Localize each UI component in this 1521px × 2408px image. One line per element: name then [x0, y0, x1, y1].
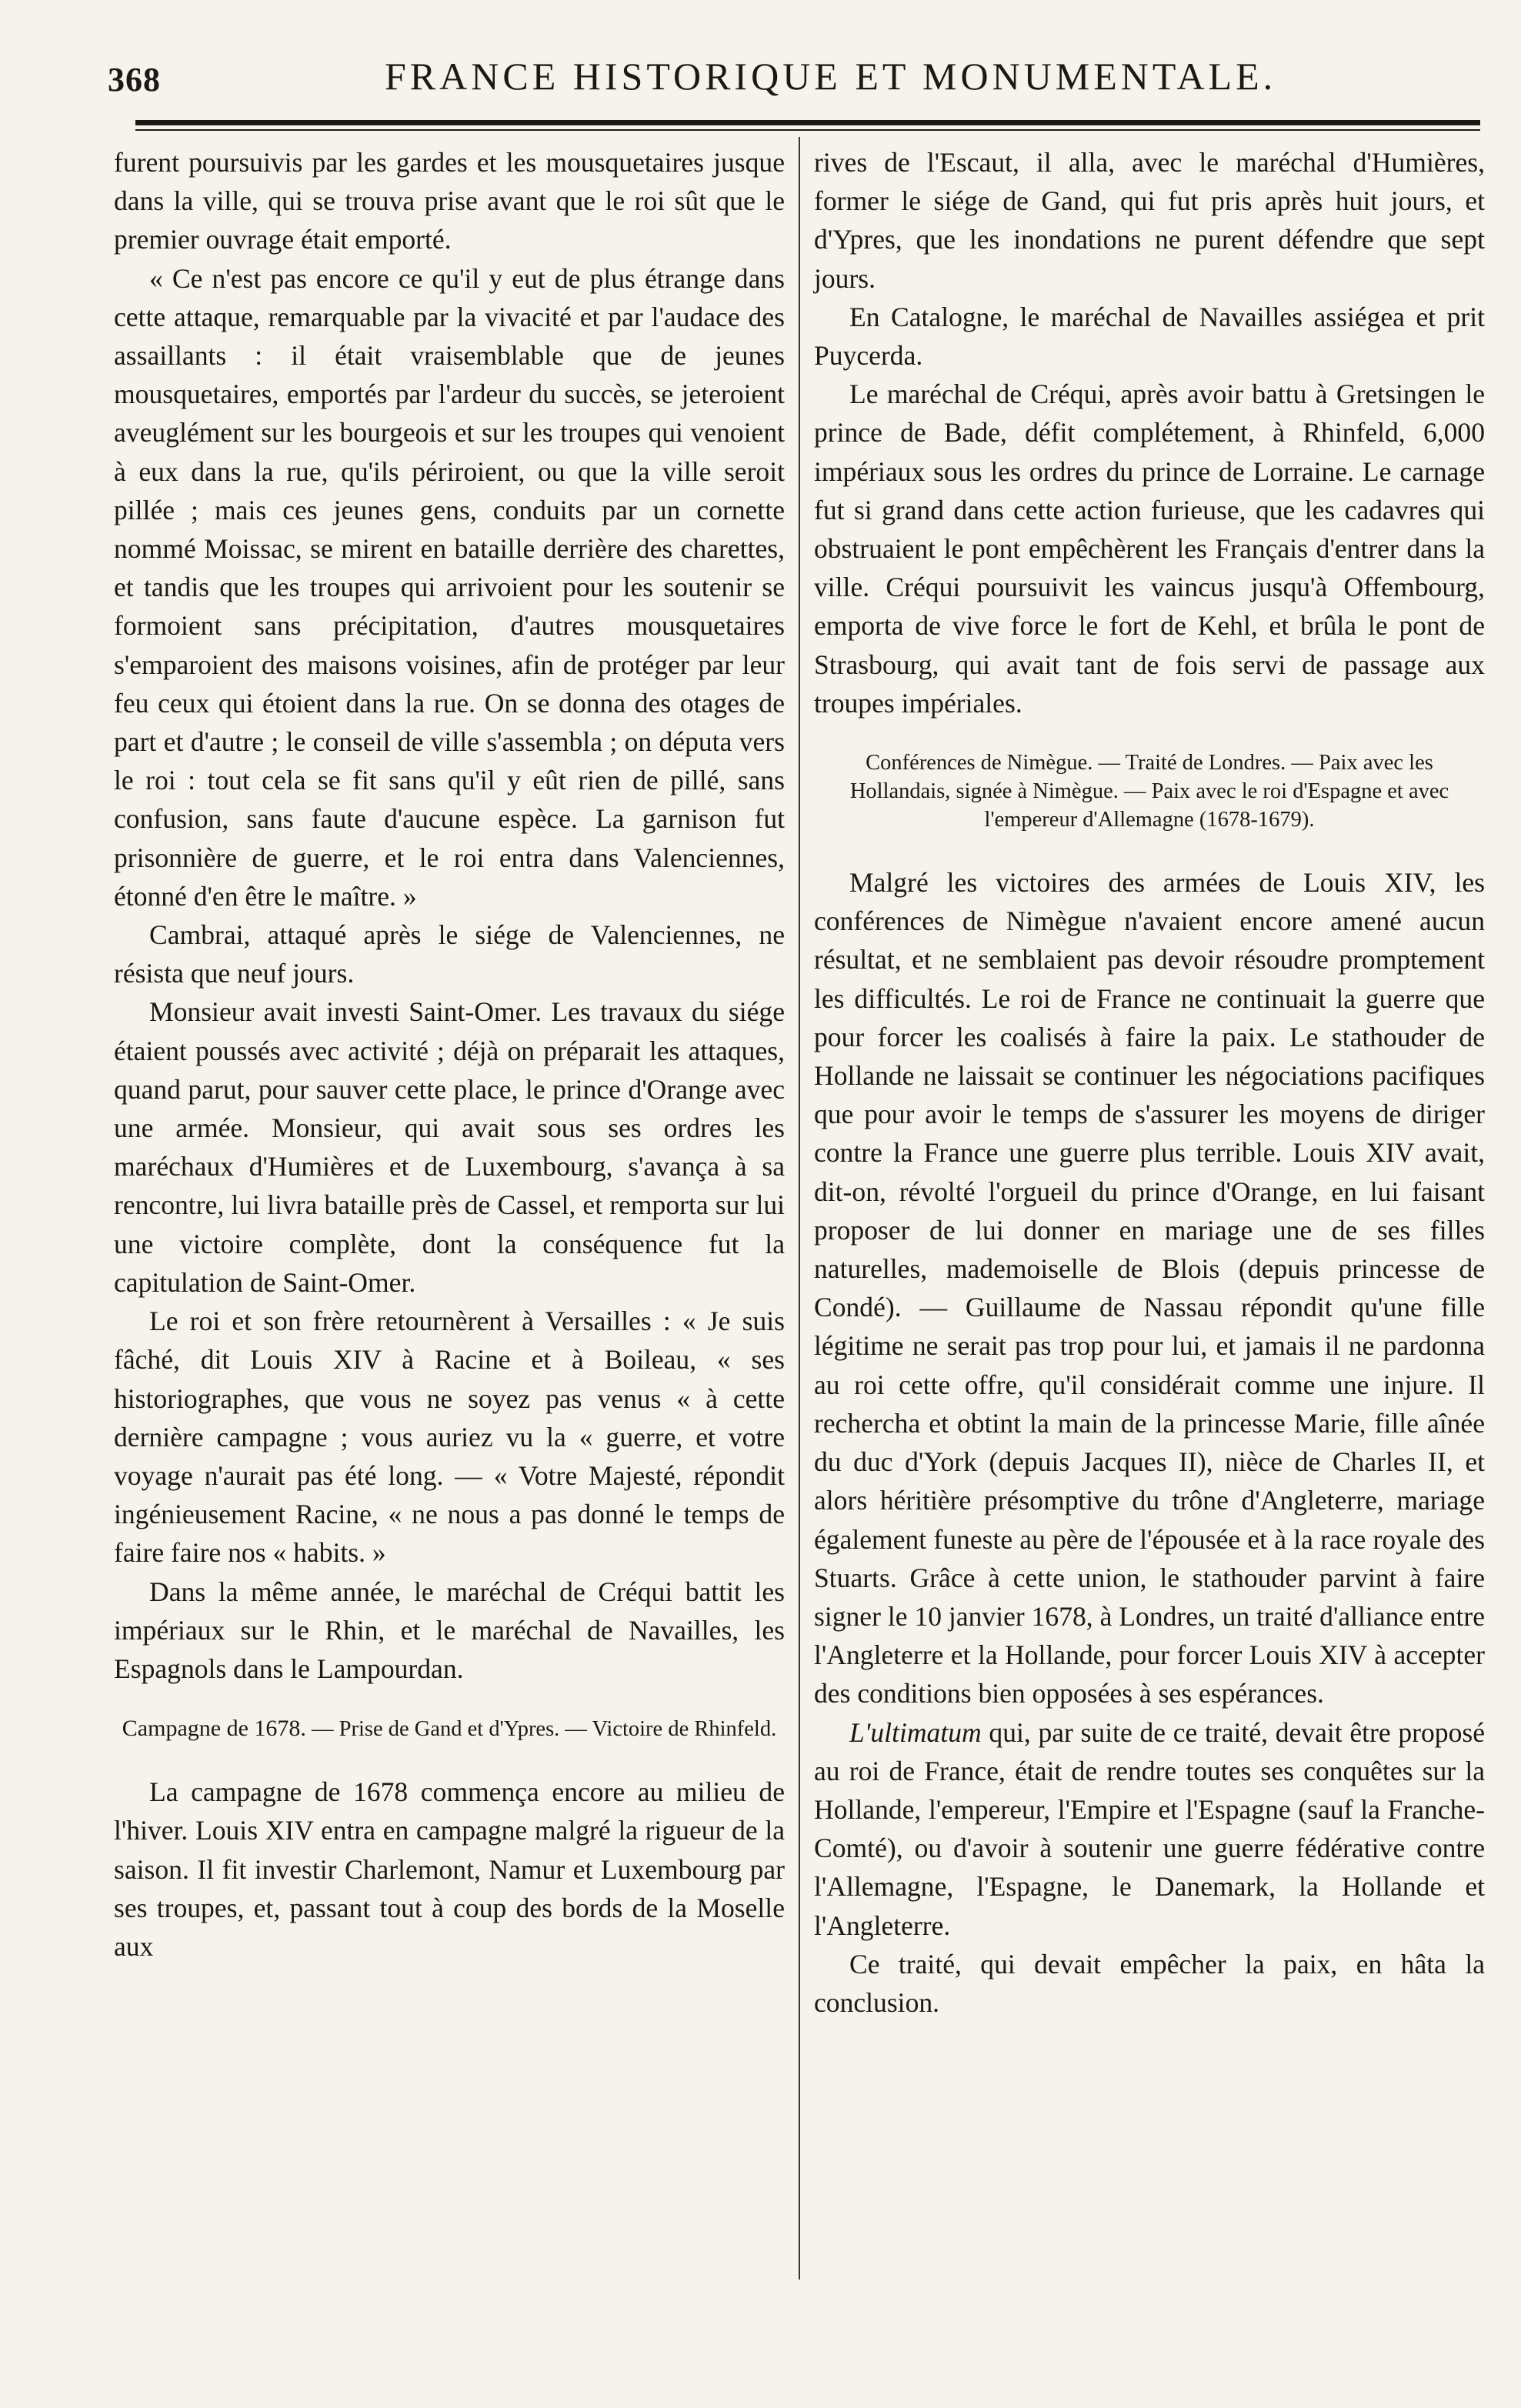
paragraph-text: qui, par suite de ce traité, devait être proposé au roi de France, était de rendre toutes ses conquêtes sur la Hollande, l'empereur, l'Empire et l'Espagne (sauf la Franche-Comté), ou d'avoir à soutenir une guerre fédérative contre l'Allemagne, l'Espagne, le Danemark, la Hollande et l'Angleterre. [814, 1716, 1485, 1941]
running-title: FRANCE HISTORIQUE ET MONUMENTALE. [385, 55, 1277, 98]
header-rule-thick [135, 120, 1480, 125]
paragraph [814, 1713, 1485, 1945]
paragraph: « Ce n'est pas encore ce qu'il y eut de plus étrange dans cette attaque, remarquable par la vivacité et par l'audace des assaillants : il était vraisemblable que de jeunes mousquetaires, emportés par l'ardeur du succès, se jeteroient aveuglément sur les bourgeois et sur les troupes qui venoient à eux dans la rue, qu'ils périroient, ou que la ville seroit pillée ; mais ces jeunes gens, conduits par un cornette nommé Moissac, se mirent en bataille derrière des charettes, et tandis que les troupes qui arrivoient pour les soutenir se formoient sans précipitation, d'autres mousquetaires s'emparoient des maisons voisines, afin de protéger par leur feu ceux qui étoient dans la rue. On se donna des otages de part et d'autre ; le conseil de ville s'assembla ; on députa vers le roi : tout cela se fit sans qu'il y eût rien de pillé, sans confusion, sans faute d'aucune espèce. La garnison fut prisonnière de guerre, et le roi entra dans Valenciennes, étonné d'en être le maître. » [114, 262, 785, 912]
column-divider [799, 137, 800, 2280]
italic-term: L'ultimatum [849, 1716, 982, 1748]
paragraph: rives de l'Escaut, il alla, avec le maréchal d'Humières, former le siége de Gand, qui fut pris après huit jours, et d'Ypres, que les inondations ne purent défendre que sept jours. [814, 147, 1485, 294]
section-heading [114, 1714, 785, 1743]
paragraph: Dans la même année, le maréchal de Créqui battit les impériaux sur le Rhin, et le maréchal de Navailles, les Espagnols dans le Lampourdan. [114, 1576, 785, 1684]
page-number: 368 [108, 61, 161, 98]
paragraph: En Catalogne, le maréchal de Navailles assiégea et prit Puycerda. [814, 301, 1485, 372]
paragraph: Ce traité, qui devait empêcher la paix, en hâta la conclusion. [814, 1948, 1485, 2018]
paragraph: Cambrai, attaqué après le siége de Valenciennes, ne résista que neuf jours. [114, 919, 785, 989]
paragraph: furent poursuivis par les gardes et les mousquetaires jusque dans la ville, qui se trouva prise avant que le roi sût que le premier ouvrage était emporté. [114, 147, 785, 255]
right-column [814, 143, 1485, 2022]
section-heading-rest: — Prise de Gand et d'Ypres. — Victoire de Rhinfeld. [305, 1717, 777, 1742]
paragraph: Le maréchal de Créqui, après avoir battu à Gretsingen le prince de Bade, défit complétement, à Rhinfeld, 6,000 impériaux sous les ordres du prince de Lorraine. Le carnage fut si grand dans cette action furieuse, que les cadavres qui obstruaient le pont empêchèrent les Français d'entrer dans la ville. Créqui poursuivit les vaincus jusqu'à Offembourg, emporta de vive force le fort de Kehl, et brûla le pont de Strasbourg, qui avait tant de fois servi de passage aux troupes impériales. [814, 379, 1485, 719]
header-rule-thin [135, 129, 1480, 131]
section-heading-lead: Campagne de 1678. [122, 1716, 306, 1742]
left-column [114, 143, 785, 1966]
paragraph: Monsieur avait investi Saint-Omer. Les travaux du siége étaient poussés avec activité ; déjà on préparait les attaques, quand parut, pour sauver cette place, le prince d'Orange avec une armée. Monsieur, qui avait sous ses ordres les maréchaux d'Humières et de Luxembourg, s'avança à sa rencontre, lui livra bataille près de Cassel, et remporta sur lui une victoire complète, dont la conséquence fut la capitulation de Saint-Omer. [114, 996, 785, 1298]
paragraph: Malgré les victoires des armées de Louis XIV, les conférences de Nimègue n'avaient encore amené aucun résultat, et ne semblaient pas devoir résoudre promptement les difficultés. Le roi de France ne continuait la guerre que pour forcer les coalisés à faire la paix. Le stathouder de Hollande ne laissait se continuer les négociations pacifiques que pour avoir le temps de s'assurer les moyens de diriger contre la France une guerre plus terrible. Louis XIV avait, dit-on, révolté l'orgueil du prince d'Orange, en lui faisant proposer de lui donner en mariage une de ses filles naturelles, mademoiselle de Blois (depuis princesse de Condé). — Guillaume de Nassau répondit qu'une fille légitime ne serait pas trop pour lui, et jamais il ne pardonna au roi cette offre, qu'il considérait comme une injure. Il rechercha et obtint la main de la princesse Marie, fille aînée du duc d'York (depuis Jacques II), nièce de Charles II, et alors héritière présomptive du trône d'Angleterre, mariage également funeste au père de l'épousée et à la race royale des Stuarts. Grâce à cette union, le stathouder parvint à faire signer le 10 janvier 1678, à Londres, un traité d'alliance entre l'Angleterre et la Hollande, pour forcer Louis XIV à accepter des conditions bien opposées à ses espérances. [814, 867, 1485, 1709]
paragraph: La campagne de 1678 commença encore au milieu de l'hiver. Louis XIV entra en campagne malgré la rigueur de la saison. Il fit investir Charlemont, Namur et Luxembourg par ses troupes, et, passant tout à coup des bords de la Moselle aux [114, 1776, 785, 1962]
paragraph: Le roi et son frère retournèrent à Versailles : « Je suis fâché, dit Louis XIV à Racine et à Boileau, « ses historiographes, que vous ne soyez pas venus « à cette dernière campagne ; vous auriez vu la « guerre, et votre voyage n'aurait pas été long. — « Votre Majesté, répondit ingénieusement Racine, « ne nous a pas donné le temps de faire faire nos « habits. » [114, 1306, 785, 1569]
section-heading: Conférences de Nimègue. — Traité de Londres. — Paix avec les Hollandais, signée à Nimègue. — Paix avec le roi d'Espagne et avec l'empereur d'Allemagne (1678-1679). [849, 751, 1449, 832]
